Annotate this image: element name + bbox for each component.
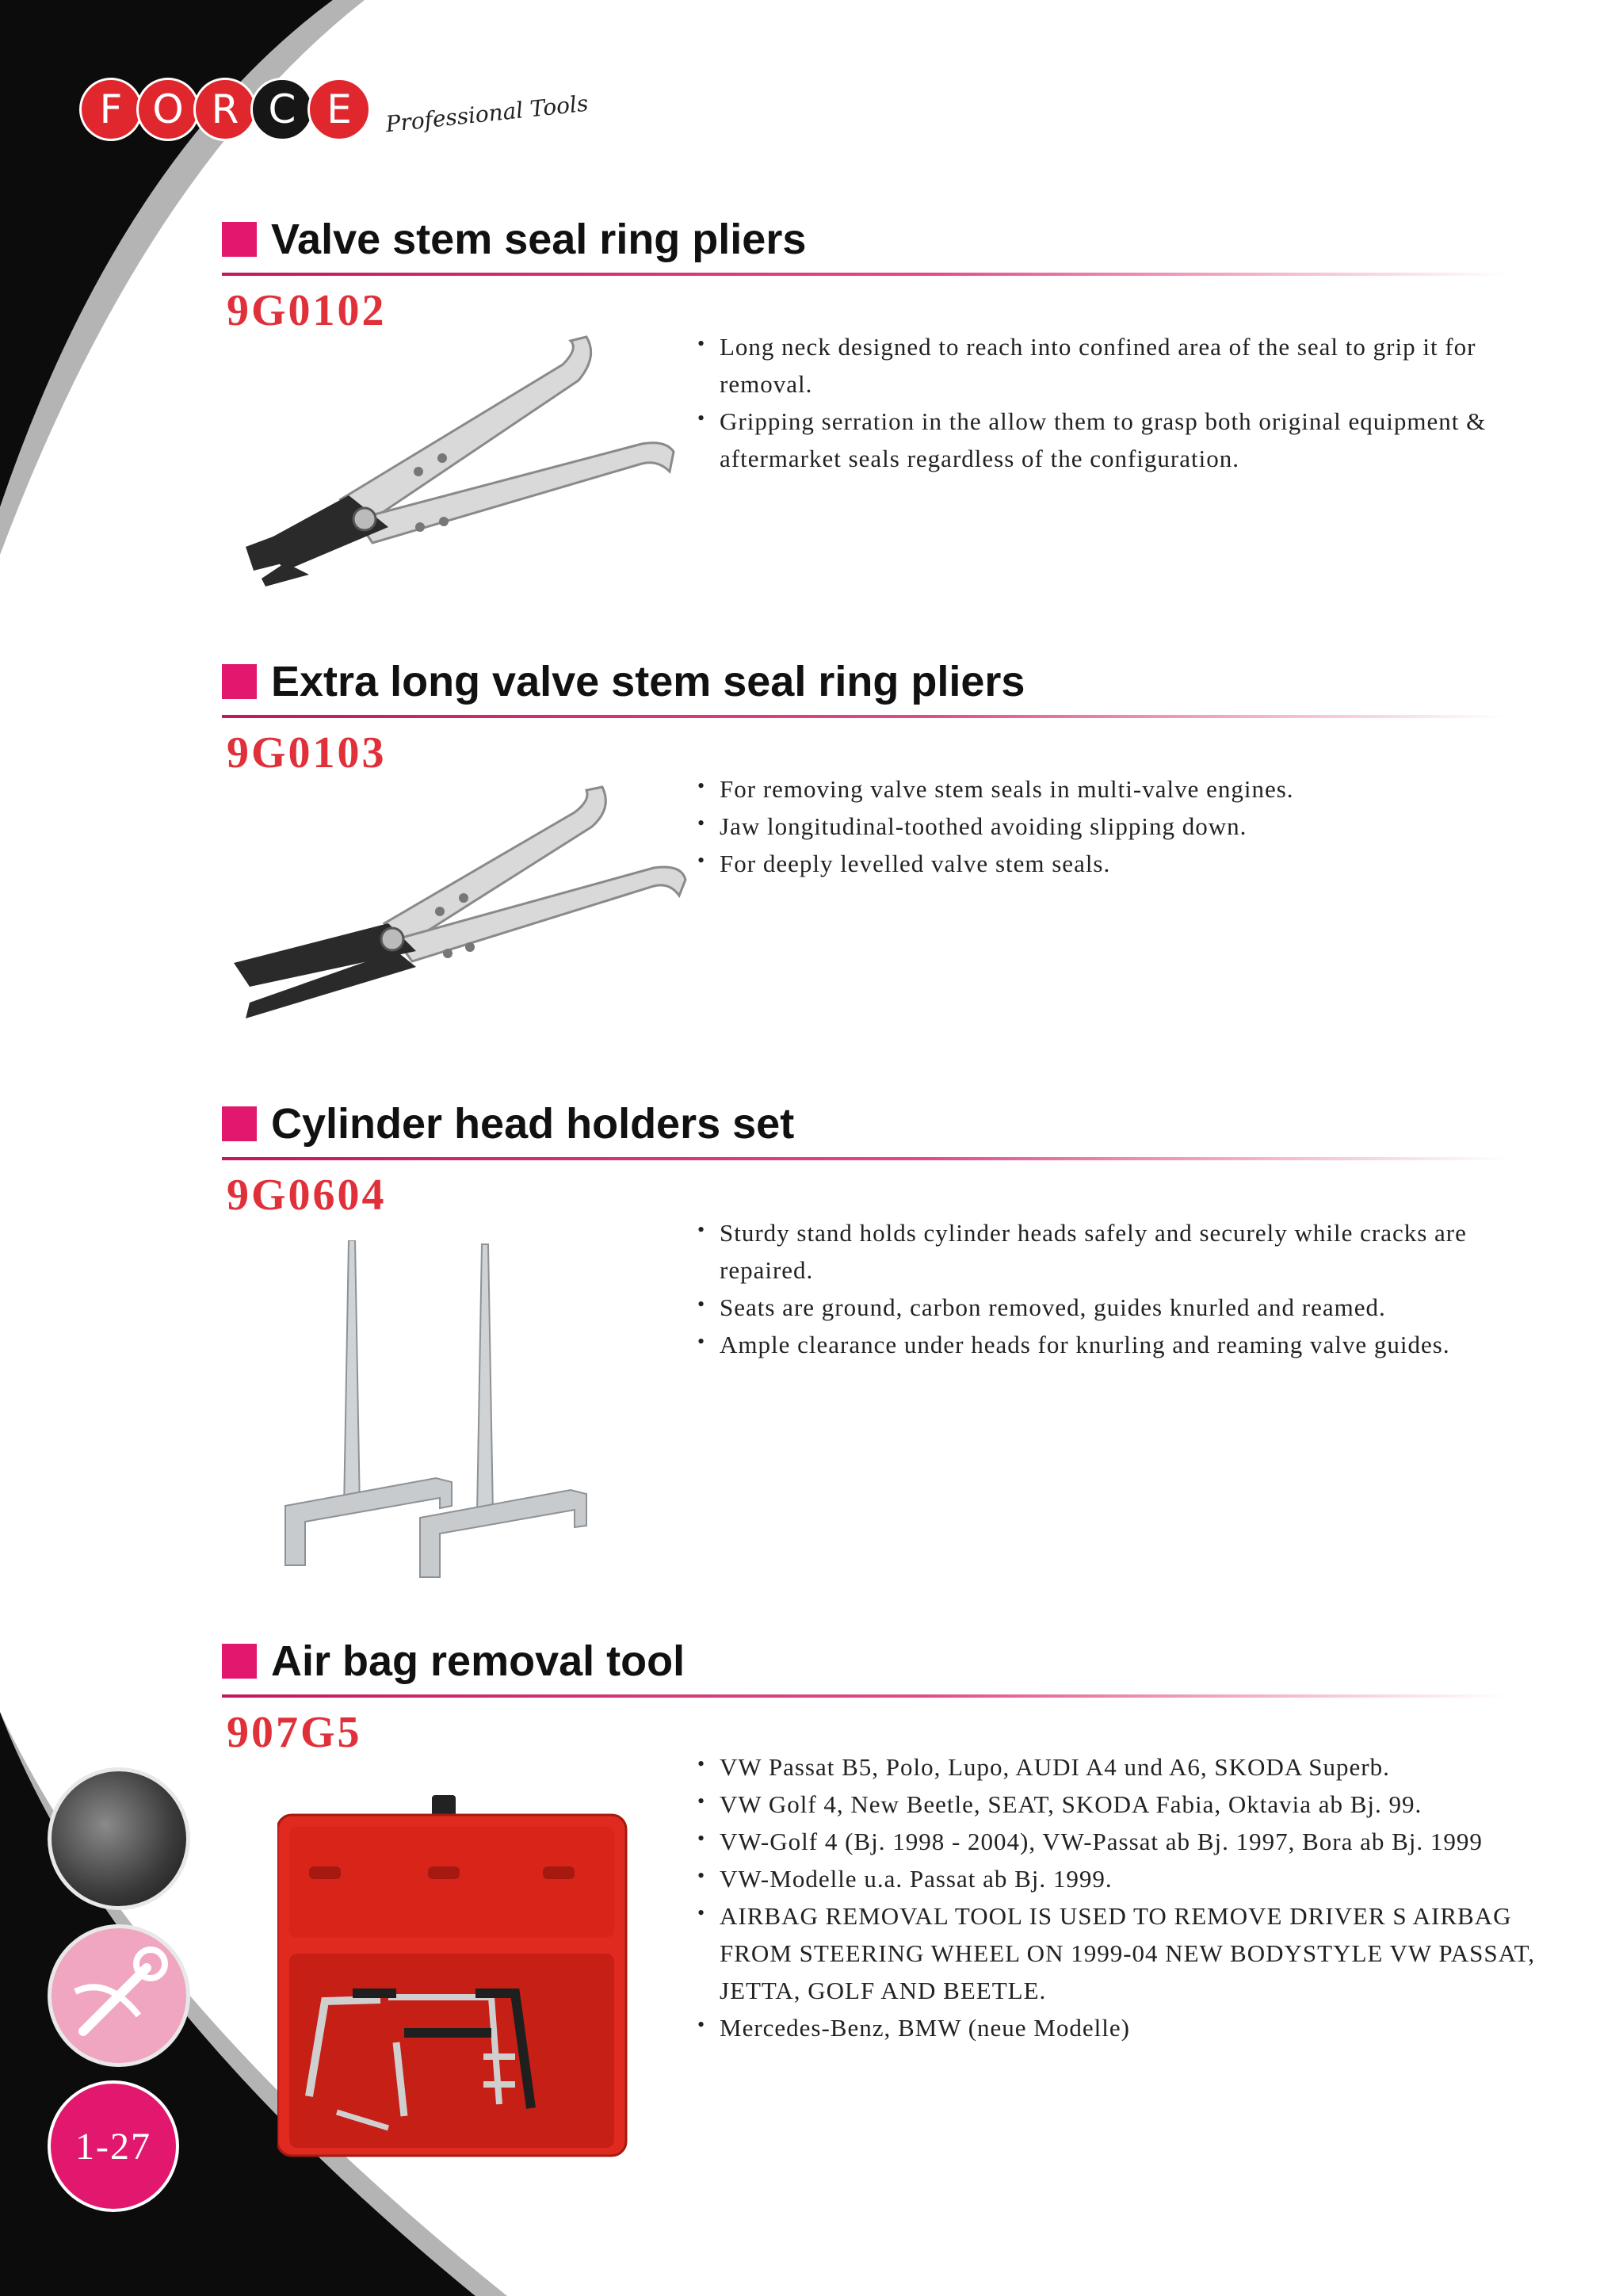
product-title: Air bag removal tool [271,1637,685,1685]
feature-item: • For removing valve stem seals in multi-valve engines. [697,770,1537,808]
logo-tagline: Professional Tools [384,90,590,137]
feature-item: • AIRBAG REMOVAL TOOL IS USED TO REMOVE DRIVER S AIRBAG FROM STEERING WHEEL ON 1999-04 NEW BODYSTYLE VW PASSAT, JETTA, GOLF AND BEETLE. [697,1897,1537,2009]
cylinder-head-holders-image [269,1240,642,1581]
product-code: 9G0604 [227,1171,387,1220]
extra-long-pliers-image [226,781,693,1018]
feature-item: • Jaw longitudinal-toothed avoiding slipping down. [697,808,1537,845]
product-section-9g0103 [222,656,1506,778]
page-number-badge: 1-27 [48,2080,179,2212]
feature-item: • VW Golf 4, New Beetle, SEAT, SKODA Fabia, Oktavia ab Bj. 99. [697,1786,1537,1823]
product-code: 907G5 [227,1708,362,1757]
section-divider [222,715,1506,718]
product-title: Valve stem seal ring pliers [271,216,807,263]
logo-letter: R [193,78,257,141]
product-code: 9G0102 [227,286,387,335]
product-code: 9G0103 [227,728,387,777]
section-divider [222,273,1506,276]
feature-item: • Ample clearance under heads for knurling and reaming valve guides. [697,1326,1537,1363]
tools-thumbnail [48,1924,190,2067]
section-square-icon [222,222,257,257]
feature-item: • Sturdy stand holds cylinder heads safely and securely while cracks are repaired. [697,1214,1537,1289]
product-section-9g0604 [222,1098,1506,1221]
product-features-9g0103 [697,770,1537,882]
feature-item: • Long neck designed to reach into confined area of the seal to grip it for removal. [697,328,1537,403]
logo-letter: E [307,78,371,141]
logo-letter: C [250,78,314,141]
section-header [222,1098,1506,1149]
feature-item: • VW-Golf 4 (Bj. 1998 - 2004), VW-Passat ab Bj. 1997, Bora ab Bj. 1999 [697,1823,1537,1860]
feature-item: • VW Passat B5, Polo, Lupo, AUDI A4 und A6, SKODA Superb. [697,1748,1537,1786]
logo-letter: F [79,78,143,141]
product-features-9g0604 [697,1214,1537,1363]
engine-bay-thumbnail [48,1767,190,1910]
product-title: Cylinder head holders set [271,1100,795,1148]
product-section-9g0102 [222,214,1506,336]
section-divider [222,1694,1506,1698]
air-bag-removal-kit-image [277,1795,634,2160]
section-square-icon [222,1106,257,1141]
section-header [222,214,1506,265]
section-header [222,1636,1506,1687]
product-section-907g5 [222,1636,1506,1758]
product-title: Extra long valve stem seal ring pliers [271,658,1025,705]
feature-item: • Mercedes-Benz, BMW (neue Modelle) [697,2009,1537,2046]
wrench-icon [52,1928,186,2063]
logo-letter: O [136,78,200,141]
section-header [222,656,1506,707]
section-square-icon [222,1644,257,1679]
product-features-9g0102 [697,328,1537,477]
force-logo [79,76,589,143]
feature-item: • VW-Modelle u.a. Passat ab Bj. 1999. [697,1860,1537,1897]
feature-item: • Gripping serration in the allow them to grasp both original equipment & aftermarket seals regardless of the configuration. [697,403,1537,477]
valve-stem-pliers-image [230,333,689,594]
feature-item: • For deeply levelled valve stem seals. [697,845,1537,882]
section-divider [222,1157,1506,1160]
section-square-icon [222,664,257,699]
feature-item: • Seats are ground, carbon removed, guides knurled and reamed. [697,1289,1537,1326]
product-features-907g5 [697,1748,1537,2046]
